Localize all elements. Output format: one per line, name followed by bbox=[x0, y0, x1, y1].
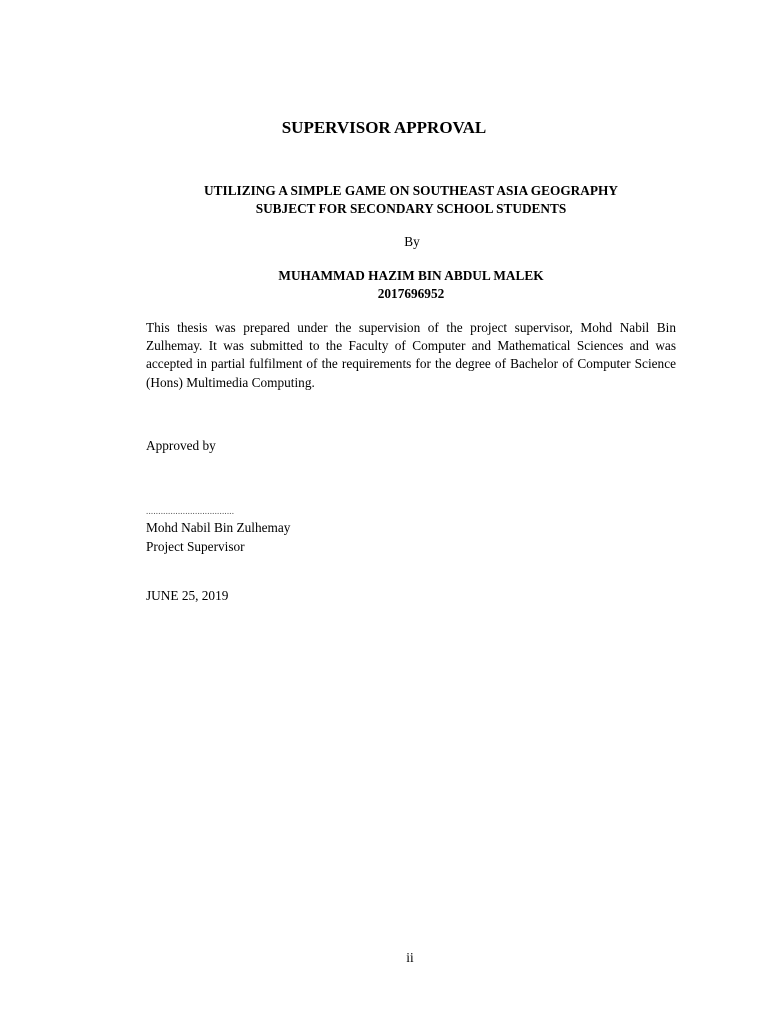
author-block bbox=[140, 267, 682, 303]
project-title-line-1: UTILIZING A SIMPLE GAME ON SOUTHEAST ASIA GEOGRAPHY bbox=[204, 183, 618, 198]
approval-statement: This thesis was prepared under the supervision of the project supervisor, Mohd Nabil Bin Zulhemay. It was submitted to the Faculty of Computer and Mathematical Sciences and was accepted in partial fulfilment of the requirements for the degree of Bachelor of Computer Science (Hons) Multimedia Computing. bbox=[146, 320, 676, 390]
by-label: By bbox=[404, 234, 420, 249]
page-number: ii bbox=[406, 950, 414, 965]
project-title-line-2: SUBJECT FOR SECONDARY SCHOOL STUDENTS bbox=[255, 201, 567, 216]
signatory-block bbox=[146, 519, 290, 556]
supervisor-role: Project Supervisor bbox=[146, 538, 245, 554]
project-title bbox=[140, 182, 682, 218]
student-id: 2017696952 bbox=[377, 286, 445, 301]
page-heading: SUPERVISOR APPROVAL bbox=[281, 118, 487, 137]
signature-line: .................................... bbox=[146, 506, 235, 516]
author-name: MUHAMMAD HAZIM BIN ABDUL MALEK bbox=[278, 268, 544, 283]
supervisor-name: Mohd Nabil Bin Zulhemay bbox=[146, 520, 291, 535]
approval-date: JUNE 25, 2019 bbox=[146, 588, 229, 603]
approved-by-label: Approved by bbox=[146, 438, 216, 453]
